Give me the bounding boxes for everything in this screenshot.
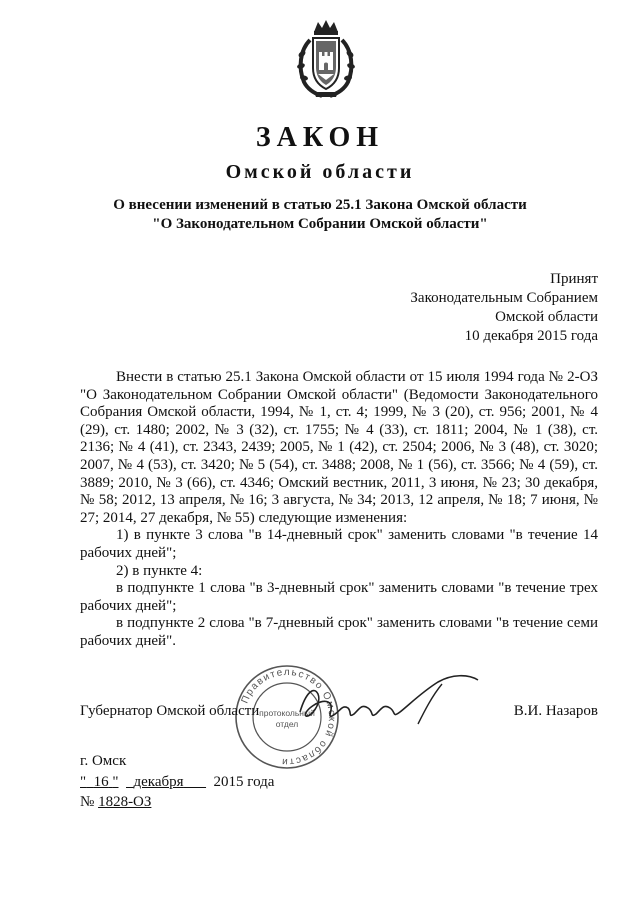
body-item-2: 2) в пункте 4: — [116, 562, 203, 579]
law-body — [80, 369, 598, 651]
body-subitem-2: в подпункте 2 слова "в 7-дневный срок" заменить словами "в течение семи рабочих дней". — [80, 615, 598, 649]
document-title: ЗАКОН — [255, 122, 385, 153]
body-item-1: 1) в пункте 3 слова "в 14-дневный срок" заменить словами "в течение 14 рабочих дней"; — [80, 527, 598, 561]
signatory-position: Губернатор Омской области — [80, 703, 260, 719]
signing-date — [80, 773, 274, 792]
document-subtitle: Омской области — [225, 161, 415, 183]
adopted-line-2: Законодательным Собранием — [410, 290, 598, 306]
law-number: 1828-ОЗ — [98, 794, 152, 810]
law-number-line — [80, 793, 151, 812]
coat-of-arms-emblem — [296, 18, 356, 100]
stamp-inner-line-2: отдел — [275, 719, 299, 729]
body-subitem-1: в подпункте 1 слова "в 3-дневный срок" заменить словами "в течение трех рабочих дней"; — [80, 580, 598, 614]
date-quote-close: " — [112, 774, 119, 790]
law-heading-line-1: О внесении изменений в статью 25.1 Закона Омской области — [113, 197, 527, 213]
handwritten-signature — [292, 672, 492, 732]
number-sign: № — [80, 794, 95, 810]
date-month: декабря — [133, 774, 184, 790]
adopted-line-3: Омской области — [495, 309, 598, 325]
adopted-line-1: Принят — [550, 271, 598, 287]
stamp-inner-line-1: протокольный — [259, 708, 315, 718]
law-heading — [0, 196, 640, 234]
adopted-date: 10 декабря 2015 года — [464, 328, 598, 344]
stamp-outer-text: Правительство Омской области — [239, 666, 338, 768]
body-intro-paragraph: Внести в статью 25.1 Закона Омской области от 15 июля 1994 года № 2-ОЗ "О Законодательном Собрании Омской области" (Ведомости Законодательного Собрания Омской области, 1994, № 1, ст. 4; 1999, № 3 (20), ст. 956; 2001, № 4 (29), ст. 1480; 2002, № 3 (32), ст. 1755; № 4 (33), ст. 1811; 2004, № 1 (38), ст. 2136; № 4 (41), ст. 2343, 2439; 2005, № 1 (42), ст. 2504; 2006, № 3 (48), ст. 3020; 2007, № 4 (53), ст. 3420; № 5 (54), ст. 3488; 2008, № 1 (56), ст. 3566; № 4 (59), ст. 3889; 2010, № 3 (66), ст. 4346; Омский вестник, 2011, 3 июня, № 23; 30 декабря, № 58; 2012, 13 апреля, № 16; 3 августа, № 34; 2013, 12 апреля, № 18; 7 июня, № 27; 2014, 27 декабря, № 55) следующие изменения: — [80, 369, 598, 526]
signatory-name: В.И. Назаров — [513, 703, 598, 719]
adoption-block — [300, 270, 598, 346]
law-heading-line-2: "О Законодательном Собрании Омской области" — [152, 216, 488, 232]
place-of-signing: г. Омск — [80, 753, 127, 769]
date-day: 16 — [93, 774, 109, 790]
date-quote-open: " — [80, 774, 87, 790]
date-year: 2015 года — [213, 774, 275, 790]
